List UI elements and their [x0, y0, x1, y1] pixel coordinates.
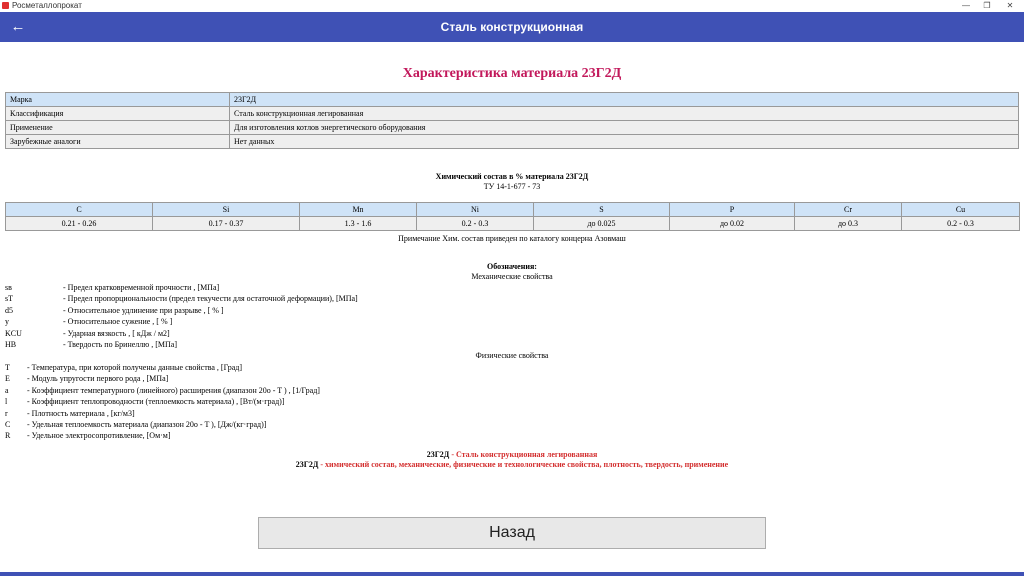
legend-desc: - Удельное электросопротивление, [Ом·м] [27, 431, 171, 441]
info-value: Нет данных [230, 135, 1019, 149]
info-value: Для изготовления котлов энергетического оборудования [230, 121, 1019, 135]
phys-props-title: Физические свойства [475, 351, 549, 360]
info-key: Классификация [6, 107, 230, 121]
page-title: Сталь конструкционная [440, 20, 584, 34]
legend-desc: - Твердость по Бринеллю , [МПа] [63, 339, 178, 349]
chem-value: 0.21 - 0.26 [6, 217, 153, 231]
close-button[interactable]: ✕ [1006, 1, 1014, 10]
legend-desc: - Ударная вязкость , [ кДж / м2] [63, 328, 170, 338]
chem-element: P [670, 203, 795, 217]
chem-element: C [6, 203, 153, 217]
legend-symbol: E [5, 374, 10, 384]
legend-desc: - Относительное удлинение при разрыве , [ % ] [63, 305, 224, 315]
footer-line-1 [0, 450, 1024, 459]
chem-value: до 0.02 [670, 217, 795, 231]
legend-symbol: d5 [5, 305, 13, 315]
maximize-button[interactable]: ❐ [983, 1, 991, 10]
footer-grade: 23Г2Д [426, 450, 450, 459]
back-button[interactable]: Назад [258, 517, 766, 549]
legend-desc: - Предел пропорциональности (предел текучести для остаточной деформации), [МПа] [63, 294, 358, 304]
chem-note: Примечание Хим. состав приведен по каталогу концерна Азовмаш [398, 234, 626, 243]
legend-desc: - Модуль упругости первого рода , [МПа] [27, 374, 169, 384]
legend-symbol: y [5, 317, 9, 327]
legend-symbol: l [5, 397, 8, 407]
chem-element: Mn [300, 203, 417, 217]
legend-symbol: r [5, 408, 8, 418]
footer-line-2 [0, 460, 1024, 469]
info-row [6, 121, 1019, 135]
minimize-button[interactable]: — [962, 1, 970, 10]
info-key: Марка [6, 93, 230, 107]
legend-desc: - Предел кратковременной прочности , [МПа] [63, 283, 220, 292]
chem-element: Ni [417, 203, 534, 217]
info-key: Применение [6, 121, 230, 135]
info-row [6, 135, 1019, 149]
footer-desc: - Сталь конструкционная легированная [449, 450, 598, 459]
info-row [6, 93, 1019, 107]
chem-element: S [534, 203, 670, 217]
chem-element: Cr [795, 203, 902, 217]
legend-title: Обозначения: [487, 262, 537, 271]
legend-desc: - Относительное сужение , [ % ] [63, 317, 173, 327]
legend-desc: - Коэффициент температурного (линейного) расширения (диапазон 20o - T ) , [1/Град] [27, 385, 320, 395]
info-value: Сталь конструкционная легированная [230, 107, 1019, 121]
chem-value: 0.17 - 0.37 [153, 217, 300, 231]
chem-element: Cu [902, 203, 1020, 217]
chem-value: 1.3 - 1.6 [300, 217, 417, 231]
legend-symbol: R [5, 431, 11, 441]
window-titlebar [0, 0, 1024, 12]
chem-value: до 0.025 [534, 217, 670, 231]
footer-grade: 23Г2Д [295, 460, 319, 469]
legend-symbol: a [5, 385, 9, 395]
legend-desc: - Коэффициент теплопроводности (теплоемкость материала) , [Вт/(м·град)] [27, 397, 285, 407]
chem-element: Si [153, 203, 300, 217]
chem-composition-table [5, 202, 1020, 231]
app-logo-icon [2, 2, 9, 9]
chem-value: 0.2 - 0.3 [902, 217, 1020, 231]
legend-desc: - Плотность материала , [кг/м3] [27, 408, 135, 418]
legend-symbol: KCU [5, 328, 22, 338]
material-heading: Характеристика материала 23Г2Д [402, 66, 622, 81]
bottom-accent-bar [0, 572, 1024, 576]
mech-props-title: Механические свойства [471, 272, 553, 281]
chem-value: 0.2 - 0.3 [417, 217, 534, 231]
app-bar [0, 12, 1024, 42]
window-title: Росметаллопрокат [12, 1, 82, 10]
footer-desc: - химический состав, механические, физические и технологические свойства, плотность, твердость, применение [318, 460, 729, 469]
legend-symbol: HB [5, 339, 17, 349]
chem-standard: ТУ 14-1-677 - 73 [483, 182, 541, 191]
chem-value-row [6, 217, 1020, 231]
legend-symbol: C [5, 419, 11, 429]
info-row [6, 107, 1019, 121]
legend-desc: - Удельная теплоемкость материала (диапазон 20o - T ), [Дж/(кг·град)] [27, 419, 267, 429]
material-info-table [5, 92, 1019, 149]
back-arrow-icon[interactable]: ← [10, 18, 26, 35]
chem-header-row [6, 203, 1020, 217]
legend-symbol: sT [5, 294, 13, 304]
legend-symbol: T [5, 363, 10, 372]
info-key: Зарубежные аналоги [6, 135, 230, 149]
info-value: 23Г2Д [230, 93, 1019, 107]
legend-symbol: sв [5, 283, 12, 292]
chem-title: Химический состав в % материала 23Г2Д [435, 172, 589, 181]
chem-value: до 0.3 [795, 217, 902, 231]
legend-desc: - Температура, при которой получены данные свойства , [Град] [27, 363, 242, 372]
